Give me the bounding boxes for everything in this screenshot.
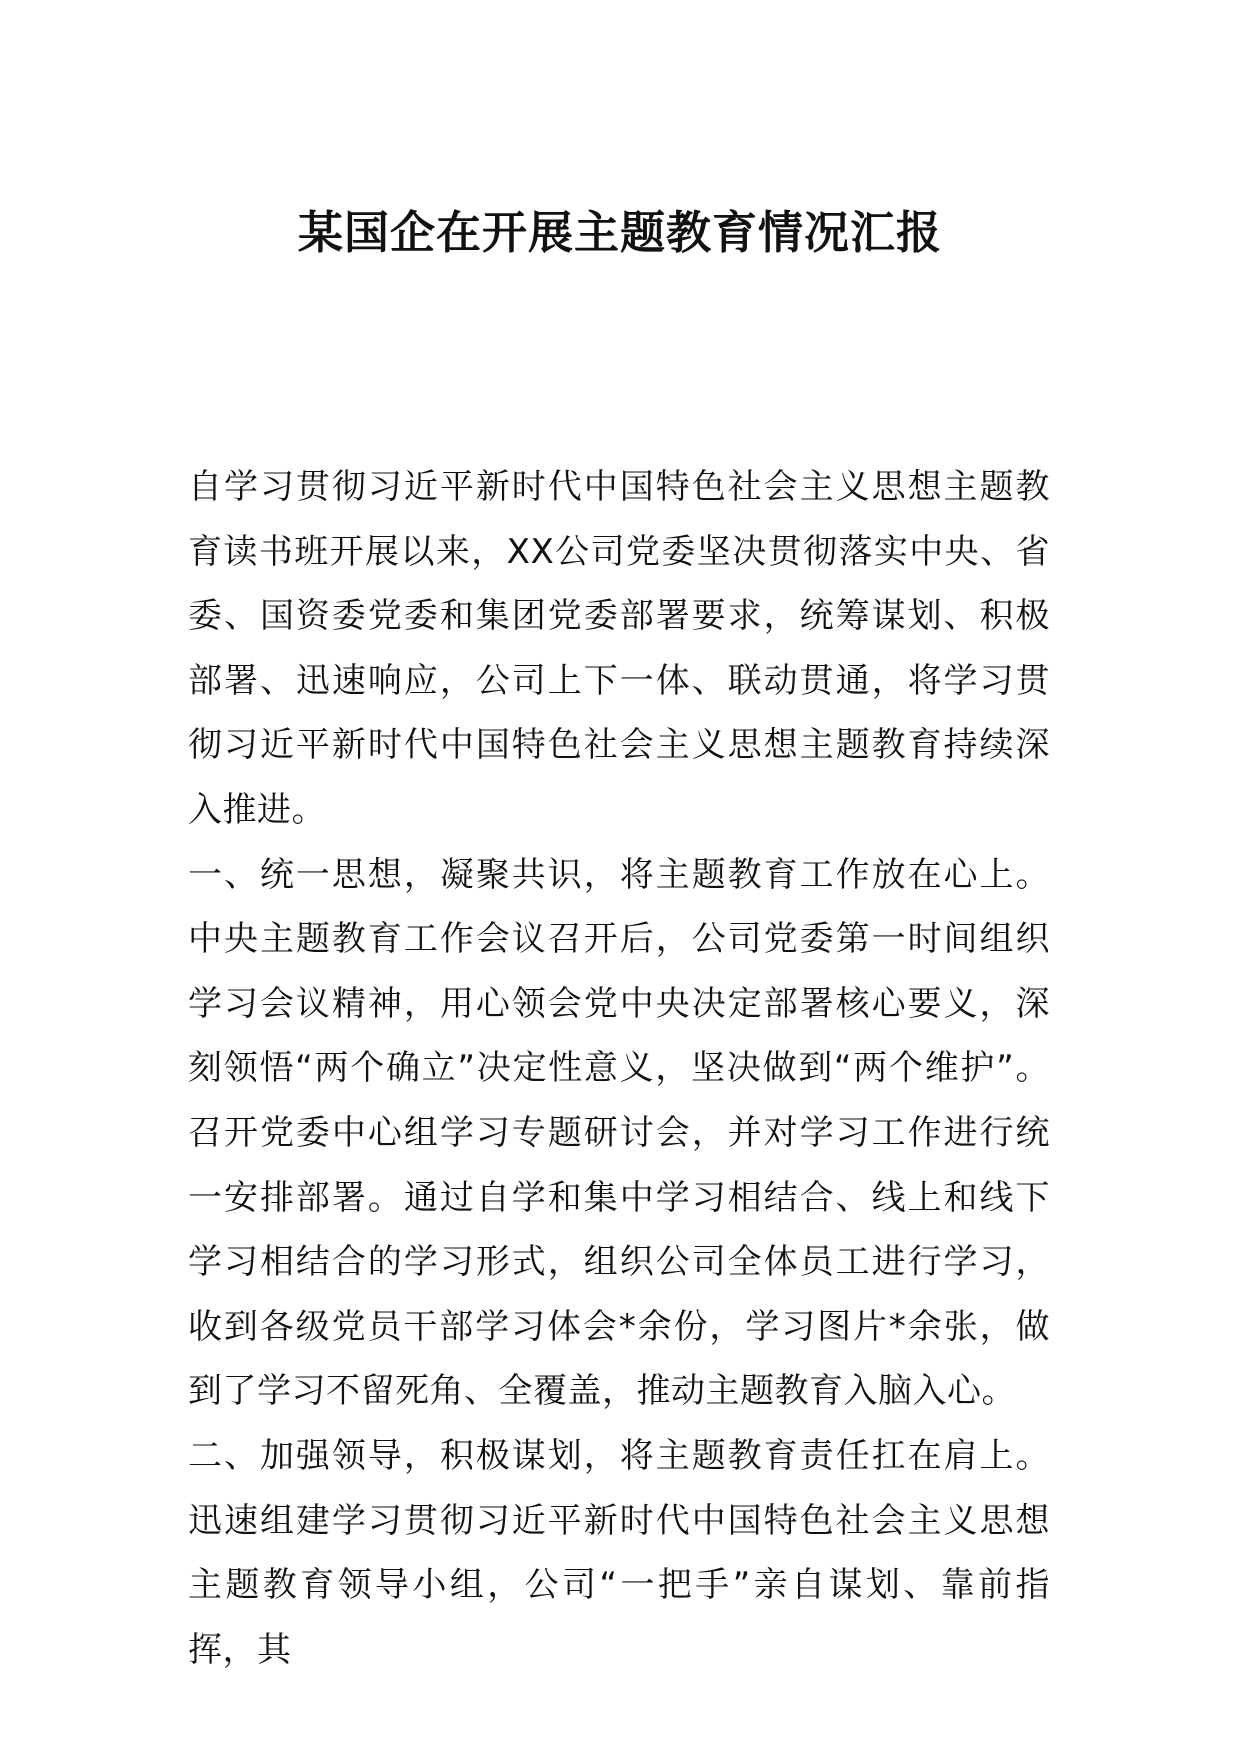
document-body bbox=[188, 455, 1050, 1682]
paragraph-intro: 自学习贯彻习近平新时代中国特色社会主义思想主题教育读书班开展以来，XX公司党委坚决贯彻落实中央、省委、国资委党委和集团党委部署要求，统筹谋划、积极部署、迅速响应，公司上下一体、联动贯通，将学习贯彻习近平新时代中国特色社会主义思想主题教育持续深入推进。 bbox=[188, 467, 1050, 830]
document-title: 某国企在开展主题教育情况汇报 bbox=[297, 206, 942, 259]
paragraph-section-1: 一、统一思想，凝聚共识，将主题教育工作放在心上。中央主题教育工作会议召开后，公司党委第一时间组织学习会议精神，用心领会党中央决定部署核心要义，深刻领悟“两个确立”决定性意义，坚决做到“两个维护”。召开党委中心组学习专题研讨会，并对学习工作进行统一安排部署。通过自学和集中学习相结合、线上和线下学习相结合的学习形式，组织公司全体员工进行学习，收到各级党员干部学习体会*余份，学习图片*余张，做到了学习不留死角、全覆盖，推动主题教育入脑入心。 bbox=[188, 854, 1050, 1412]
paragraph-section-2: 二、加强领导，积极谋划，将主题教育责任扛在肩上。迅速组建学习贯彻习近平新时代中国特色社会主义思想主题教育领导小组，公司“一把手”亲自谋划、靠前指挥，其 bbox=[188, 1435, 1050, 1670]
